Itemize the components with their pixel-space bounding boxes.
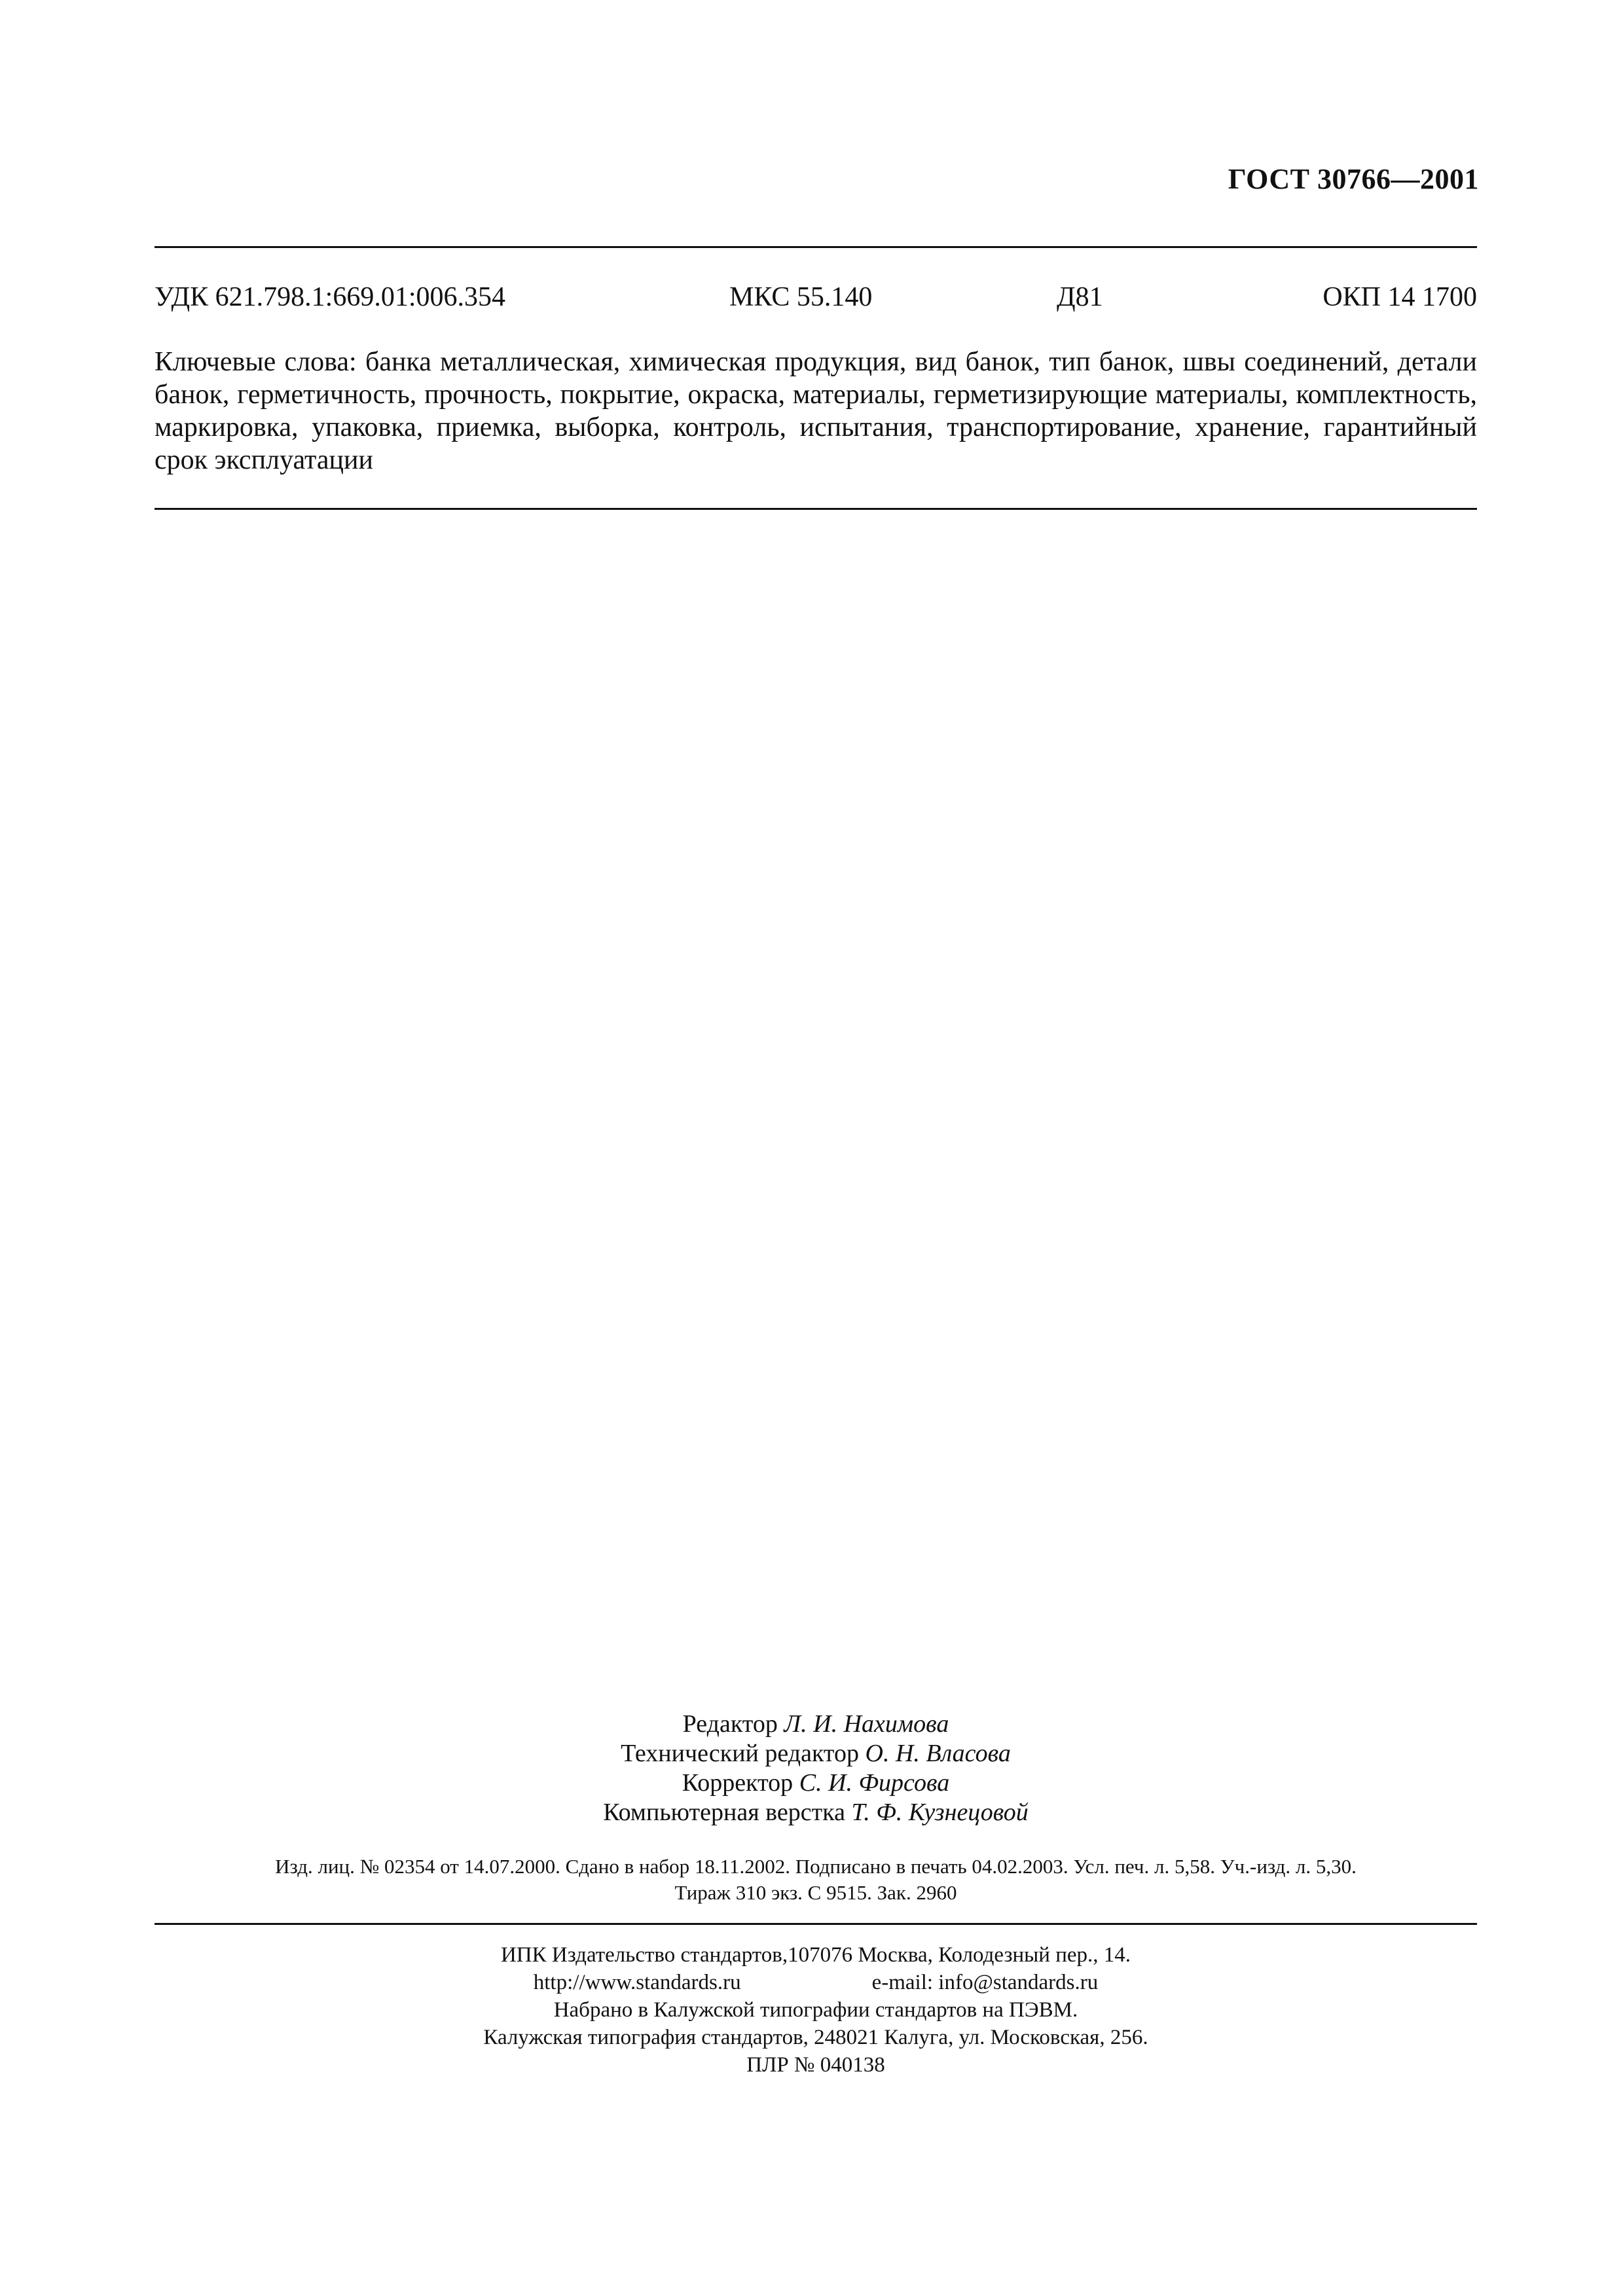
publisher-email: e-mail: info@standards.ru [871,1971,1099,1994]
proofreader-name: С. И. Фирсова [799,1769,950,1797]
publisher-printer: Калужская типография стандартов, 248021 Калуга, ул. Московская, 256. [483,2026,1148,2049]
editor-name: Л. И. Нахимова [784,1710,949,1738]
credits-block [155,1710,1477,1827]
publisher-divider [155,1923,1477,1925]
d-code: Д81 [1057,282,1103,312]
layout-role: Компьютерная верстка [603,1799,845,1826]
credit-tech-editor [155,1739,1477,1768]
top-divider [155,246,1477,248]
imprint-block [155,1854,1477,1906]
credit-layout [155,1798,1477,1827]
udk-code: УДК 621.798.1:669.01:006.354 [155,282,505,312]
credit-proofreader [155,1768,1477,1798]
tech-editor-name: О. Н. Власова [865,1740,1011,1767]
tech-editor-role: Технический редактор [621,1740,860,1767]
okp-code: ОКП 14 1700 [1322,282,1477,312]
standard-number: ГОСТ 30766—2001 [1228,163,1479,195]
editor-role: Редактор [682,1710,778,1738]
keywords-paragraph: Ключевые слова: банка металлическая, химическая продукция, вид банок, тип банок, швы соединений, детали банок, герметичность, прочность, покрытие, окраска, материалы, герметизирующие материалы, комплектность, маркировка, упаковка, приемка, выборка, контроль, испытания, транспортирование, хранение, гарантийный срок эксплуатации [155,347,1477,475]
imprint-line-2: Тираж 310 экз. С 9515. Зак. 2960 [674,1881,957,1904]
classification-row [155,281,1477,321]
credit-editor [155,1710,1477,1739]
publisher-block [155,1941,1477,2079]
publisher-website: http://www.standards.ru [533,1971,741,1994]
publisher-contacts [155,1969,1477,1996]
publisher-license: ПЛР № 040138 [746,2053,885,2077]
mks-code: МКС 55.140 [729,282,873,312]
layout-name: Т. Ф. Кузнецовой [851,1799,1029,1826]
proofreader-role: Корректор [682,1769,793,1797]
publisher-typeset: Набрано в Калужской типографии стандартов на ПЭВМ. [553,1998,1078,2022]
publisher-address: ИПК Издательство стандартов,107076 Москва, Колодезный пер., 14. [500,1943,1131,1967]
keywords-divider [155,508,1477,510]
imprint-line-1: Изд. лиц. № 02354 от 14.07.2000. Сдано в набор 18.11.2002. Подписано в печать 04.02.2003. Усл. печ. л. 5,58. Уч.-изд. л. 5,30. [275,1855,1357,1878]
